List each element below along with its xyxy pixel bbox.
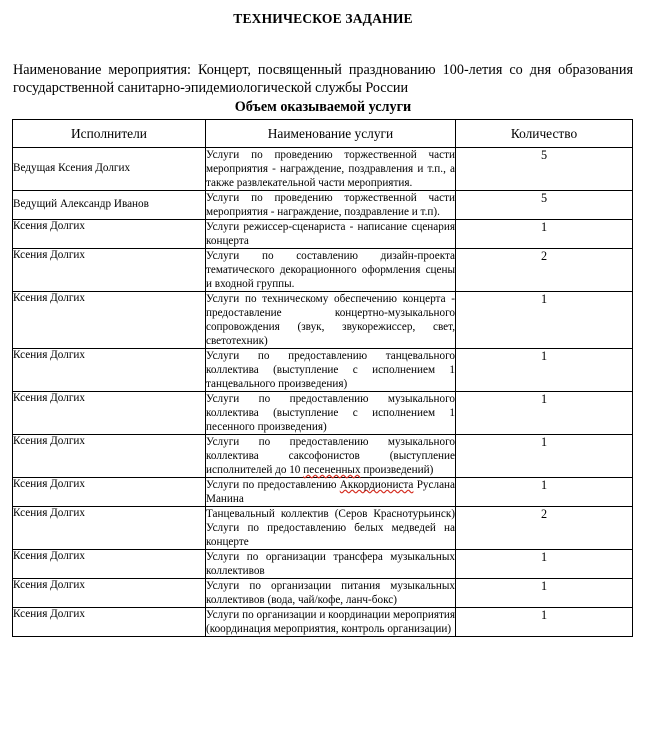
cell-quantity: 1 [456, 579, 633, 608]
cell-service: Услуги по техническому обеспечению концерта - предоставление концертно-музыкального сопровождения (звук, звукорежиссер, свет, светотехник) [206, 293, 455, 347]
table-header [13, 120, 633, 148]
cell-performer: Ксения Долгих [13, 478, 206, 507]
table-row [13, 392, 633, 435]
services-table [12, 119, 633, 637]
cell-quantity: 2 [456, 507, 633, 550]
table-row [13, 550, 633, 579]
cell-performer: Ксения Долгих [13, 249, 206, 292]
cell-quantity: 5 [456, 191, 633, 220]
table-row [13, 435, 633, 478]
cell-service: Танцевальный коллектив (Серов Краснотурьинск) Услуги по предоставлению белых медведей на концерте [206, 508, 455, 548]
cell-quantity: 5 [456, 148, 633, 191]
event-name-paragraph: Наименование мероприятия: Концерт, посвященный празднованию 100-летия со дня образования государственной санитарно-эпидемиологической службы России [13, 62, 633, 96]
page-title: ТЕХНИЧЕСКОЕ ЗАДАНИЕ [233, 11, 413, 26]
table-row [13, 220, 633, 249]
cell-performer: Ксения Долгих [13, 435, 206, 478]
cell-service: Услуги по проведению торжественной части мероприятия - награждение, поздравления и т.п., а также развлекательной части мероприятия. [206, 149, 455, 189]
cell-service: Услуги по организации трансфера музыкальных коллективов [206, 551, 455, 577]
table-row [13, 292, 633, 349]
table-row [13, 249, 633, 292]
cell-performer: Ксения Долгих [13, 392, 206, 435]
cell-quantity: 1 [456, 220, 633, 249]
table-row [13, 608, 633, 637]
cell-performer: Ведущий Александр Иванов [13, 191, 206, 220]
column-header-quantity: Количество [456, 120, 633, 148]
table-row [13, 507, 633, 550]
cell-quantity: 1 [456, 292, 633, 349]
cell-service: Услуги по составлению дизайн-проекта тематического декорационного оформления сцены и входной группы. [206, 250, 455, 290]
cell-performer: Ведущая Ксения Долгих [13, 148, 206, 191]
cell-quantity: 1 [456, 478, 633, 507]
column-header-service: Наименование услуги [206, 120, 456, 148]
cell-quantity: 2 [456, 249, 633, 292]
spellcheck-misspelled-word: Аккордиониста [339, 479, 414, 491]
cell-quantity: 1 [456, 435, 633, 478]
cell-quantity: 1 [456, 392, 633, 435]
table-body [13, 148, 633, 637]
cell-service: Услуги по организации питания музыкальных коллективов (вода, чай/кофе, ланч-бокс) [206, 580, 455, 606]
table-row [13, 191, 633, 220]
cell-performer: Ксения Долгих [13, 550, 206, 579]
table-row [13, 349, 633, 392]
cell-quantity: 1 [456, 349, 633, 392]
cell-service: Услуги режиссер-сценариста - написание сценария концерта [206, 221, 455, 247]
cell-performer: Ксения Долгих [13, 292, 206, 349]
cell-quantity: 1 [456, 550, 633, 579]
cell-performer: Ксения Долгих [13, 349, 206, 392]
cell-service: Услуги по организации и координации мероприятия (координация мероприятия, контроль организации) [206, 609, 455, 635]
cell-performer: Ксения Долгих [13, 507, 206, 550]
column-header-performer: Исполнители [13, 120, 206, 148]
cell-service: Услуги по предоставлению Аккордиониста Руслана Манина [206, 479, 455, 505]
cell-quantity: 1 [456, 608, 633, 637]
cell-service: Услуги по предоставлению танцевального коллектива (выступление с исполнением 1 танцевального произведения) [206, 350, 455, 390]
table-header-row [13, 120, 633, 148]
cell-service: Услуги по проведению торжественной части мероприятия - награждение, поздравление и т.п). [206, 192, 455, 218]
cell-performer: Ксения Долгих [13, 608, 206, 637]
table-row [13, 148, 633, 191]
cell-performer: Ксения Долгих [13, 579, 206, 608]
spellcheck-misspelled-word: песененных [303, 464, 361, 476]
cell-service: Услуги по предоставлению музыкального коллектива саксофонистов (выступление исполнителей до 10 песененных произведений) [206, 436, 455, 476]
table-row [13, 478, 633, 507]
cell-performer: Ксения Долгих [13, 220, 206, 249]
section-title: Объем оказываемой услуги [234, 99, 412, 115]
cell-service: Услуги по предоставлению музыкального коллектива (выступление с исполнением 1 песенного произведения) [206, 393, 455, 433]
table-row [13, 579, 633, 608]
